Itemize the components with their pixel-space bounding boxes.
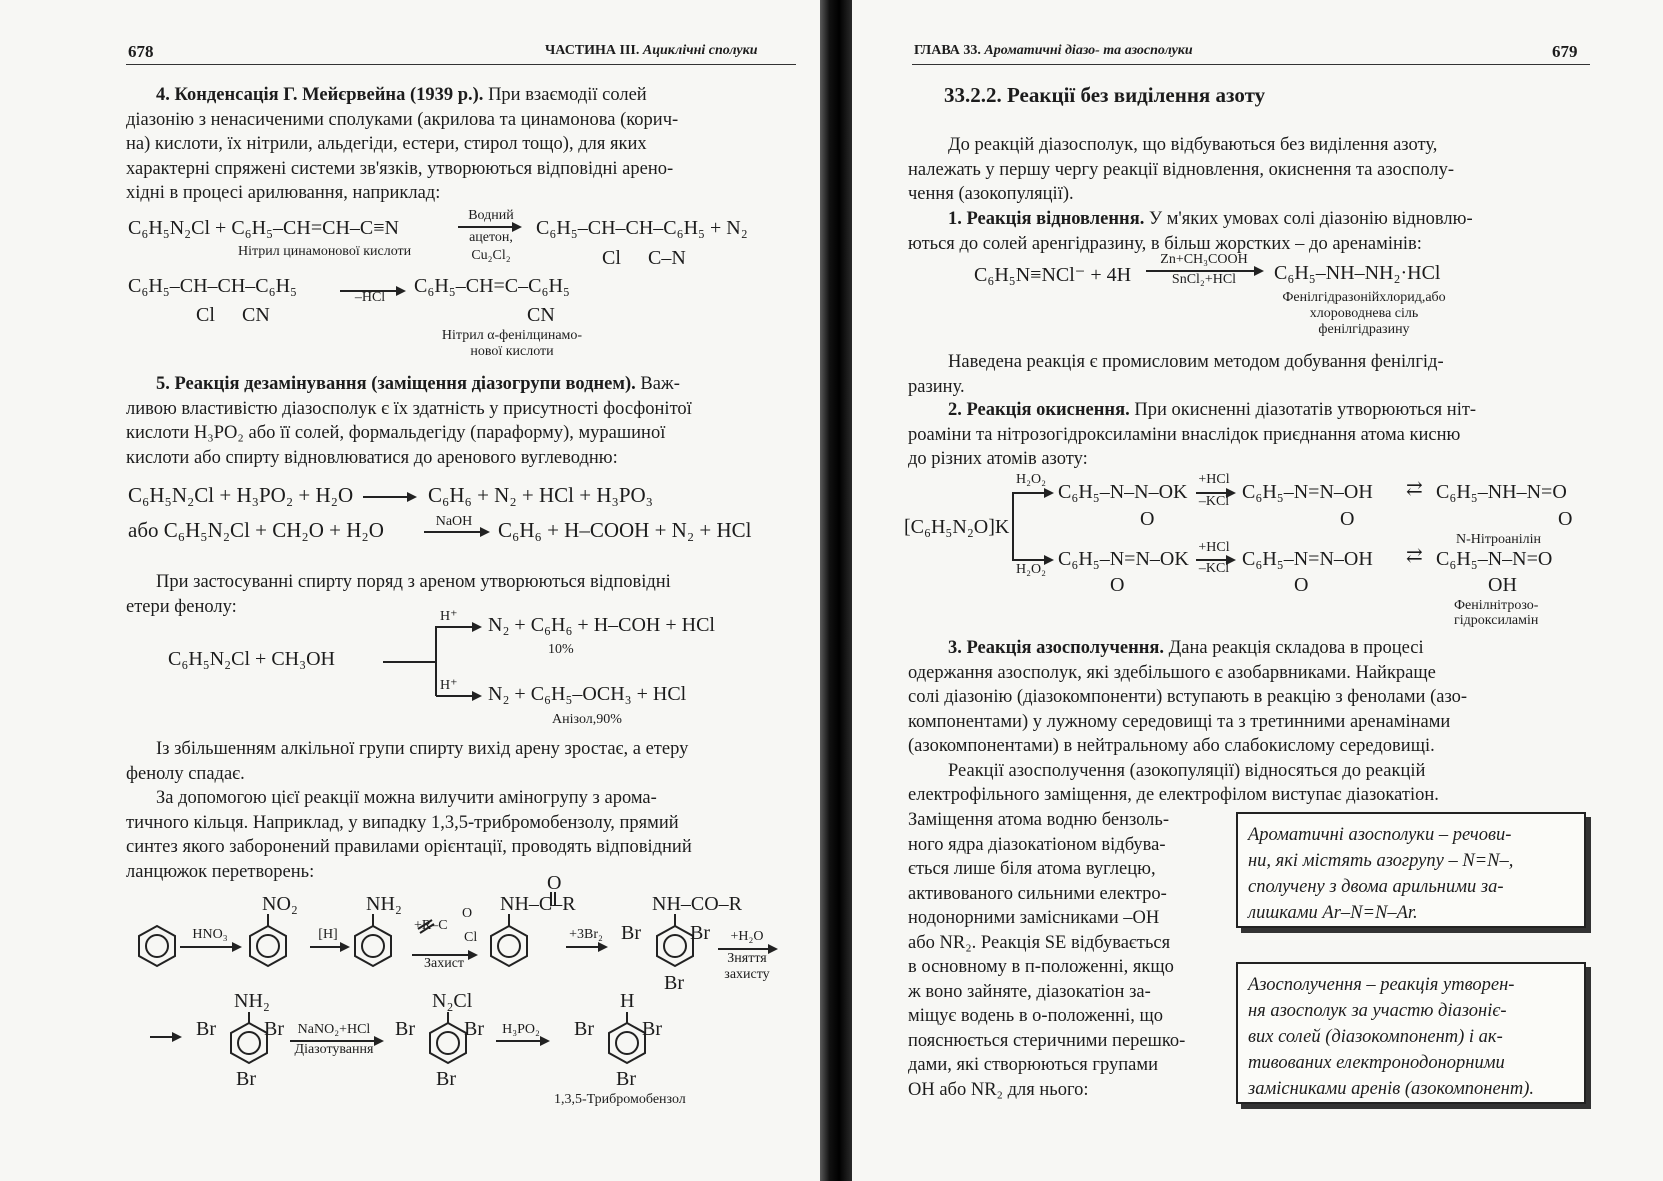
scheme-reagent: +H₂O	[730, 929, 764, 944]
scheme-group: N₂Cl	[432, 990, 473, 1012]
scheme-group: NO₂	[262, 893, 298, 915]
text-line: За допомогою цієї реакції можна вилучити аміногрупу з арома-	[156, 788, 657, 808]
equation-1-left: C₆H₅N₂Cl + H₃PO₂ + H₂O	[128, 483, 354, 507]
header-part: ЧАСТИНА III.	[545, 43, 640, 58]
reaction-1-left: C₆H₅N₂Cl + C₆H₅–CH=CH–C≡N	[128, 217, 399, 239]
substituent: C–N	[648, 247, 686, 269]
text-line: міщує водень в о-положенні, що	[908, 1006, 1163, 1026]
box-line: тивованих електронодонорними	[1248, 1053, 1505, 1073]
azo-title: 3. Реакція азосполучення.	[948, 638, 1165, 658]
reagent: H₂O₂	[1016, 562, 1046, 577]
text-line: При застосуванні спирту поряд з ареном утворюються відповідні	[156, 572, 671, 592]
yield: 10%	[548, 642, 574, 657]
benzene-ring	[139, 926, 175, 966]
reaction-arrow	[496, 1040, 548, 1042]
label-line: хлороводнева сіль	[1309, 306, 1419, 321]
text-line: або NR₂. Реакція SE відбувається	[908, 932, 1171, 953]
running-header	[914, 43, 1193, 59]
book-spine	[820, 0, 852, 1181]
text-line: Наведена реакція є промисловим методом добування фенілгід-	[948, 352, 1444, 372]
scheme-group: NH–CO–R	[652, 893, 743, 915]
text-line: солі діазонію (діазокомпоненти) вступають в реакцію з фенолами (азо-	[908, 687, 1468, 707]
reagent: +HCl	[1198, 540, 1230, 555]
scheme-reagent: HNO₃	[192, 927, 228, 942]
text-line: OH або NR₂ для нього:	[908, 1079, 1089, 1100]
text-line: пояснюється стеричними перешко-	[908, 1030, 1186, 1051]
reaction-1-label: Нітрил цинамонової кислоти	[238, 244, 412, 259]
hydroxyl: OH	[1488, 574, 1517, 596]
oxygen: O	[1340, 508, 1355, 530]
text-line: кислоти або спирту відновлюватися до аренового вуглеводню:	[126, 447, 618, 468]
oxidation-bottom-2: C₆H₅–N=N–OH	[1242, 548, 1373, 570]
text-line: одержання азосполук, які здебільшого є азобарвниками. Найкраще	[908, 662, 1436, 683]
text-line: синтез якого заборонений правилами орієнтації, проводять відповідний	[126, 837, 692, 857]
alcohol-top-products: N₂ + C₆H₆ + H–COH + HCl	[488, 614, 715, 636]
text-line: роаміни та нітрозогідроксиламіни внаслідок приєднання атома кисню	[908, 424, 1461, 445]
text-line: Дана реакція складова в процесі	[1164, 638, 1424, 658]
scheme-step: Захист	[423, 956, 465, 971]
oxygen: O	[1140, 508, 1155, 530]
reaction-2-left: C₆H₅–CH–CH–C₆H₅	[128, 275, 298, 297]
text-line: ливою властивістю діазосполук є їх здатність у присутності фосфонітої	[126, 398, 692, 419]
oxygen: O	[1294, 574, 1309, 596]
text-line: Із збільшенням алкільної групи спирту вихід арену зростає, а етеру	[156, 739, 689, 759]
text-line: в основному в п-положенні, якщо	[908, 957, 1174, 977]
benzene-ring	[250, 926, 286, 966]
oxidation-bottom-3: C₆H₅–N–N=O	[1436, 548, 1553, 570]
scheme-reagent: H₃PO₂	[502, 1022, 540, 1037]
scheme-reagent: Cl	[464, 930, 478, 945]
section-4-title: 4. Конденсація Г. Мейєрвейна (1939 р.).	[156, 85, 484, 105]
text-line: Заміщення атома водню бензоль-	[908, 810, 1170, 830]
text-line: до різних атомів азоту:	[908, 449, 1088, 469]
scheme-bromine: Br	[464, 1018, 484, 1040]
step-line: Зняття	[727, 951, 767, 966]
page-number: 679	[1552, 42, 1578, 61]
text-line: дами, які створюються групами	[908, 1055, 1158, 1075]
reaction-arrow	[1012, 492, 1052, 494]
text-line: діазонію з ненасиченими сполуками (акрилова та цинамонова (корич-	[126, 109, 679, 130]
text-line: хідні в процесі арилювання, наприклад:	[126, 183, 441, 203]
label-line: Нітрил α-фенілцинамо-	[441, 328, 583, 343]
scheme-product-label: 1,3,5-Трибромобензол	[554, 1092, 686, 1107]
benzene-ring	[231, 1023, 267, 1063]
scheme-reagent: +R–C	[414, 918, 448, 933]
text-line: Реакції азосполучення (азокопуляції) відносяться до реакцій	[948, 760, 1426, 781]
reaction-2-condition: –HCl	[354, 290, 386, 305]
scheme-bromine: Br	[690, 922, 710, 944]
scheme-bromine: Br	[642, 1018, 662, 1040]
scheme-step	[716, 951, 778, 983]
scheme-bromine: Br	[616, 1068, 636, 1090]
equation-1-right: C₆H₆ + N₂ + HCl + H₃PO₃	[428, 483, 653, 507]
text-line: ного ядра діазокатіоном відбува-	[908, 834, 1166, 855]
box-line: Азосполучення – реакція утворен-	[1248, 975, 1515, 995]
substituent: Cl	[602, 247, 621, 269]
scheme-bromine: Br	[264, 1018, 284, 1040]
text-line: електрофільного заміщення, де електрофілом виступає діазокатіон.	[908, 785, 1439, 805]
reaction-1-condition: Cu₂Cl₂	[471, 248, 511, 263]
header-rule	[912, 64, 1590, 65]
diazotate: [C₆H₅N₂O]K	[904, 516, 1010, 538]
condition: H⁺	[440, 678, 458, 693]
box-line: ни, які містять азогрупу – N=N–,	[1248, 851, 1514, 871]
scheme-bromine: Br	[664, 972, 684, 994]
reaction-arrow	[150, 1036, 180, 1038]
box-line: ня азосполук за участю діазоніє-	[1248, 1001, 1507, 1021]
substituent: Cl	[196, 304, 215, 326]
reaction-arrow	[310, 946, 348, 948]
scheme-group: O	[547, 872, 562, 894]
intro-paragraph	[908, 133, 1592, 207]
benzene-ring	[430, 1023, 466, 1063]
equilibrium-arrows: ⇄	[1406, 545, 1423, 567]
text-line: активованого сильними електро-	[908, 883, 1167, 904]
reaction-1-condition: Водний	[468, 208, 514, 223]
compound-label	[1454, 598, 1538, 628]
oxidation-top-3: C₆H₅–NH–N=O	[1436, 481, 1567, 503]
condition: H⁺	[440, 609, 458, 624]
step-line: захисту	[724, 967, 770, 982]
reagent: –KCl	[1198, 561, 1230, 576]
text-line: фенолу спадає.	[126, 763, 245, 784]
benzene-ring	[657, 926, 693, 966]
oxidation-bottom-1: C₆H₅–N=N–OK	[1058, 548, 1189, 570]
azo-paragraph	[908, 636, 1592, 808]
box-line: сполучену з двома арильними за-	[1248, 877, 1504, 897]
right-page	[852, 0, 1663, 1181]
page-number: 678	[128, 42, 154, 61]
scheme-group: NH₂	[366, 893, 402, 915]
branch-line	[1012, 492, 1014, 560]
reagent: H₂O₂	[1016, 472, 1046, 487]
scheme-group: NH₂	[234, 990, 270, 1012]
scheme-reagent: +3Br₂	[569, 927, 603, 942]
left-page	[0, 0, 820, 1181]
text-line: нодонорними замісниками –OH	[908, 908, 1160, 928]
oxygen: O	[1110, 574, 1125, 596]
oxidation-top-1: C₆H₅–N–N–OK	[1058, 481, 1188, 503]
reaction-2-right: C₆H₅–CH=C–C₆H₅	[414, 275, 570, 297]
oxidation-title: 2. Реакція окиснення.	[948, 400, 1130, 420]
reaction-arrow	[718, 948, 776, 950]
label-line: гідроксиламін	[1454, 613, 1539, 628]
box-line: Ароматичні азосполуки – речови-	[1248, 825, 1512, 845]
text-line: кислоти H₃PO₂ або її солей, формальдегіду (параформу), мурашиної	[126, 423, 666, 443]
text-line: на) кислоти, їх нітрили, альдегіди, естери, стирол тощо), для яких	[126, 134, 647, 154]
text-line: Важ-	[635, 374, 680, 394]
scheme-bromine: Br	[436, 1068, 456, 1090]
scheme-reagent: NaNO₂+HCl	[297, 1022, 371, 1037]
header-title: Ациклічні сполуки	[642, 43, 758, 58]
oxidation-paragraph	[908, 398, 1592, 472]
text-line: належать у першу чергу реакції відновлення, окиснення та азосполу-	[908, 159, 1455, 180]
benzene-ring	[491, 926, 527, 966]
reaction-1-condition: ацетон,	[469, 230, 513, 245]
substituent: CN	[242, 304, 270, 326]
box-line: вих солей (діазокомпонент) і ак-	[1248, 1027, 1503, 1047]
text-line: етери фенолу:	[126, 596, 237, 617]
equilibrium-arrows: ⇄	[1406, 478, 1423, 500]
definition-box-azo-coupling	[1236, 962, 1586, 1104]
scheme-bromine: Br	[574, 1018, 594, 1040]
scheme-bromine: Br	[196, 1018, 216, 1040]
section-title: 33.2.2. Реакції без виділення азоту	[944, 83, 1266, 107]
box-line: лишками Ar–N=N–Ar.	[1248, 903, 1418, 923]
reduction-paragraph	[908, 207, 1592, 256]
oxygen: O	[1558, 508, 1573, 530]
definition-box-azo-compounds	[1236, 812, 1586, 928]
reduction-label	[1264, 290, 1464, 338]
scheme-reagent: O	[462, 906, 473, 921]
equation-2-condition: NaOH	[435, 514, 473, 529]
oxidation-top-2: C₆H₅–N=N–OH	[1242, 481, 1373, 503]
equation-2-right: C₆H₆ + H–COOH + N₂ + HCl	[498, 518, 752, 542]
text-line: У м'яких умовах солі діазонію відновлю-	[1144, 209, 1473, 229]
alcohol-reactants: C₆H₅N₂Cl + CH₃OH	[168, 648, 335, 670]
reagent: +HCl	[1198, 472, 1230, 487]
text-line: При окисненні діазотатів утворюються ніт-	[1129, 400, 1477, 420]
scheme-group: H	[620, 990, 635, 1012]
label-line: Фенілнітрозо-	[1454, 598, 1539, 613]
scheme-bromine: Br	[621, 922, 641, 944]
substitution-column	[908, 808, 1192, 1102]
synthesis-scheme-rings	[0, 0, 820, 1181]
text-line: (азокомпонентами) в нейтральному або слабокислому середовищі.	[908, 736, 1435, 756]
label-line: фенілгідразину	[1318, 322, 1410, 337]
text-line: При взаємодії солей	[483, 85, 647, 105]
benzene-ring	[355, 926, 391, 966]
text-line: ються до солей аренгідразину, в більш жорстких – до аренамінів:	[908, 233, 1422, 254]
alcohol-bottom-products: N₂ + C₆H₅–OCH₃ + HCl	[488, 683, 687, 705]
reduction-condition: SnCl₂+HCl	[1171, 272, 1237, 287]
scheme-group: NH–C–R	[500, 893, 576, 915]
scheme-bromine: Br	[236, 1068, 256, 1090]
text-line: компонентами) у лужному середовищі та з третинними аренамінами	[908, 711, 1451, 732]
text-line: ж воно зайняте, діазокатіон за-	[908, 981, 1151, 1002]
box-line: замісниками аренів (азокомпонент).	[1248, 1079, 1535, 1099]
text-line: разину.	[908, 376, 965, 397]
equation-2-left: або C₆H₅N₂Cl + CH₂O + H₂O	[128, 518, 384, 542]
scheme-bromine: Br	[395, 1018, 415, 1040]
text-line: тичного кільця. Наприклад, у випадку 1,3,5-трибромобензолу, прямий	[126, 812, 679, 833]
scheme-step: Діазотування	[294, 1042, 374, 1057]
text-line: ється лише біля атома вуглецю,	[908, 859, 1156, 879]
text-line: чення (азокопуляції).	[908, 184, 1074, 204]
reduction-right: C₆H₅–NH–NH₂·HCl	[1274, 262, 1441, 284]
reaction-arrow	[1012, 559, 1052, 561]
reduction-left: C₆H₅N≡NCl⁻ + 4H	[974, 264, 1132, 286]
benzene-ring	[609, 1023, 645, 1063]
reaction-arrow	[566, 946, 606, 948]
text-line: характерні спряжені системи зв'язків, утворюються відповідні арено-	[126, 158, 674, 179]
header-title: Ароматичні діазо- та азосполуки	[984, 43, 1193, 58]
industrial-note	[908, 350, 1592, 399]
header-chapter: ГЛАВА 33.	[914, 43, 981, 58]
substituent: CN	[527, 304, 555, 326]
reaction-1-right: C₆H₅–CH–CH–C₆H₅ + N₂	[536, 217, 748, 239]
reagent: –KCl	[1198, 494, 1230, 509]
section-5-title: 5. Реакція дезамінування (заміщення діазогрупи воднем).	[156, 374, 636, 394]
text-line: До реакцій діазосполук, що відбуваються без виділення азоту,	[948, 135, 1438, 155]
yield: Анізол,90%	[552, 712, 622, 727]
scheme-reagent: [H]	[318, 927, 338, 942]
label-line: нової кислоти	[470, 344, 554, 359]
reduction-condition: Zn+CH₃COOH	[1160, 252, 1248, 267]
text-line: ланцюжок перетворень:	[126, 861, 315, 882]
reaction-arrow	[180, 946, 240, 948]
compound-label: N-Нітроанілін	[1456, 532, 1542, 547]
label-line: Фенілгідразонійхлорид,або	[1282, 290, 1446, 305]
reduction-title: 1. Реакція відновлення.	[948, 209, 1145, 229]
